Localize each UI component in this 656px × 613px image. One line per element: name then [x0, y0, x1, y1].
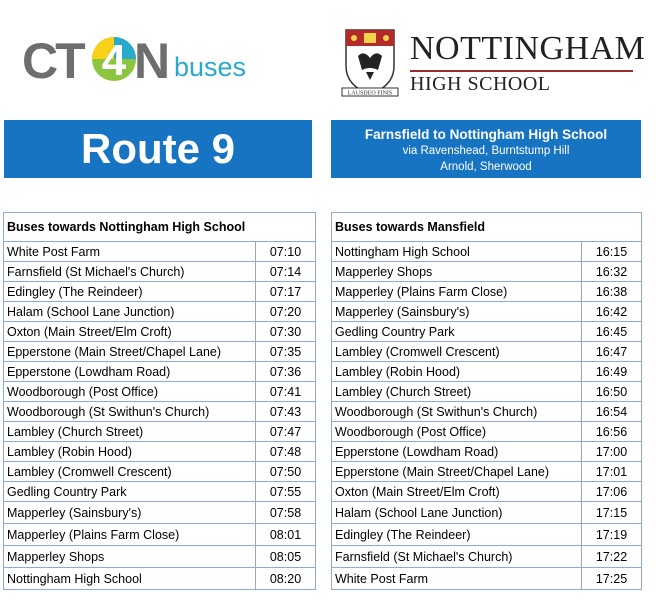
stop-name: Lambley (Church Street) — [4, 422, 256, 442]
stop-name: Mapperley (Plains Farm Close) — [332, 282, 582, 302]
departure-time: 07:36 — [256, 362, 316, 382]
departure-time: 08:20 — [256, 568, 316, 590]
table-row — [4, 462, 316, 482]
departure-time: 07:50 — [256, 462, 316, 482]
table-row — [332, 302, 642, 322]
school-subtitle: HIGH SCHOOL — [410, 73, 551, 95]
stop-name: Oxton (Main Street/Elm Croft) — [4, 322, 256, 342]
table-row — [4, 568, 316, 590]
timetable-towards-mansfield — [331, 212, 642, 590]
stop-name: Mapperley (Plains Farm Close) — [4, 524, 256, 546]
stop-name: Epperstone (Main Street/Chapel Lane) — [332, 462, 582, 482]
route-via-line-1: via Ravenshead, Burntstump Hill — [402, 145, 570, 157]
stop-name: Woodborough (St Swithun's Church) — [332, 402, 582, 422]
departure-time: 16:38 — [582, 282, 642, 302]
logo-buses-text: buses — [174, 52, 247, 82]
stop-name: Nottingham High School — [332, 242, 582, 262]
stop-name: Lambley (Church Street) — [332, 382, 582, 402]
table-row — [4, 502, 316, 524]
logo-n-text: N — [134, 33, 171, 89]
departure-time: 16:45 — [582, 322, 642, 342]
timetable-header-row — [4, 213, 316, 242]
departure-time: 07:17 — [256, 282, 316, 302]
stop-name: Gedling Country Park — [4, 482, 256, 502]
departure-time: 16:47 — [582, 342, 642, 362]
table-row — [4, 322, 316, 342]
table-row — [332, 502, 642, 524]
table-row — [4, 524, 316, 546]
route-description: Farnsfield to Nottingham High School — [364, 127, 608, 142]
school-crest-icon — [340, 26, 400, 98]
stop-name: Farnsfield (St Michael's Church) — [4, 262, 256, 282]
departure-time: 07:35 — [256, 342, 316, 362]
table-row — [332, 462, 642, 482]
stop-name: Gedling Country Park — [332, 322, 582, 342]
table-row — [332, 422, 642, 442]
table-row — [4, 482, 316, 502]
departure-time: 16:32 — [582, 262, 642, 282]
departure-time: 07:41 — [256, 382, 316, 402]
stop-name: Nottingham High School — [4, 568, 256, 590]
stop-name: Halam (School Lane Junction) — [4, 302, 256, 322]
school-logo-divider — [410, 70, 633, 72]
departure-time: 08:01 — [256, 524, 316, 546]
school-name: NOTTINGHAM — [410, 30, 646, 67]
table-row — [4, 546, 316, 568]
table-row — [4, 262, 316, 282]
logo-ct-text: CT — [22, 33, 83, 89]
table-row — [332, 402, 642, 422]
departure-time: 07:58 — [256, 502, 316, 524]
table-row — [332, 282, 642, 302]
route-title-banner — [4, 120, 312, 178]
departure-time: 17:00 — [582, 442, 642, 462]
table-row — [4, 302, 316, 322]
table-row — [4, 382, 316, 402]
ct4n-buses-logo — [22, 28, 262, 98]
stop-name: Edingley (The Reindeer) — [4, 282, 256, 302]
route-description-banner — [331, 120, 641, 178]
departure-time: 16:42 — [582, 302, 642, 322]
table-row — [332, 482, 642, 502]
stop-name: White Post Farm — [332, 568, 582, 590]
timetable-header-row — [332, 213, 642, 242]
table-row — [332, 442, 642, 462]
stop-name: Mapperley (Sainsbury's) — [332, 302, 582, 322]
stop-name: Mapperley (Sainsbury's) — [4, 502, 256, 524]
stop-name: Mapperley Shops — [332, 262, 582, 282]
route-title: Route 9 — [80, 125, 235, 172]
timetable-towards-school — [3, 212, 316, 590]
departure-time: 17:15 — [582, 502, 642, 524]
departure-time: 07:30 — [256, 322, 316, 342]
departure-time: 07:47 — [256, 422, 316, 442]
departure-time: 07:55 — [256, 482, 316, 502]
table-row — [4, 422, 316, 442]
departure-time: 07:43 — [256, 402, 316, 422]
departure-time: 17:01 — [582, 462, 642, 482]
table-row — [4, 362, 316, 382]
departure-time: 16:54 — [582, 402, 642, 422]
departure-time: 17:06 — [582, 482, 642, 502]
stop-name: Woodborough (Post Office) — [332, 422, 582, 442]
departure-time: 08:05 — [256, 546, 316, 568]
stop-name: Lambley (Robin Hood) — [332, 362, 582, 382]
table-row — [332, 242, 642, 262]
table-row — [4, 342, 316, 362]
stop-name: Halam (School Lane Junction) — [332, 502, 582, 524]
departure-time: 16:50 — [582, 382, 642, 402]
stop-name: Mapperley Shops — [4, 546, 256, 568]
timetable-header: Buses towards Nottingham High School — [4, 213, 316, 242]
table-row — [332, 524, 642, 546]
table-row — [332, 342, 642, 362]
departure-time: 16:15 — [582, 242, 642, 262]
departure-time: 17:22 — [582, 546, 642, 568]
stop-name: Edingley (The Reindeer) — [332, 524, 582, 546]
stop-name: Lambley (Cromwell Crescent) — [332, 342, 582, 362]
table-row — [4, 402, 316, 422]
logo-four-mark — [90, 28, 138, 90]
school-motto-text: LAUSDEO FINIS — [347, 90, 393, 97]
stop-name: Oxton (Main Street/Elm Croft) — [332, 482, 582, 502]
departure-time: 16:56 — [582, 422, 642, 442]
departure-time: 07:10 — [256, 242, 316, 262]
departure-time: 07:14 — [256, 262, 316, 282]
stop-name: Lambley (Cromwell Crescent) — [4, 462, 256, 482]
stop-name: Woodborough (St Swithun's Church) — [4, 402, 256, 422]
stop-name: White Post Farm — [4, 242, 256, 262]
table-row — [4, 442, 316, 462]
stop-name: Woodborough (Post Office) — [4, 382, 256, 402]
stop-name: Epperstone (Main Street/Chapel Lane) — [4, 342, 256, 362]
departure-time: 17:19 — [582, 524, 642, 546]
table-row — [4, 282, 316, 302]
stop-name: Farnsfield (St Michael's Church) — [332, 546, 582, 568]
table-row — [332, 322, 642, 342]
stop-name: Lambley (Robin Hood) — [4, 442, 256, 462]
table-row — [4, 242, 316, 262]
stop-name: Epperstone (Lowdham Road) — [332, 442, 582, 462]
departure-time: 07:20 — [256, 302, 316, 322]
table-row — [332, 262, 642, 282]
table-row — [332, 568, 642, 590]
departure-time: 16:49 — [582, 362, 642, 382]
departure-time: 17:25 — [582, 568, 642, 590]
stop-name: Epperstone (Lowdham Road) — [4, 362, 256, 382]
logo-four-text: 4 — [101, 36, 127, 85]
table-row — [332, 382, 642, 402]
route-via-line-2: Arnold, Sherwood — [440, 161, 532, 173]
timetable-header: Buses towards Mansfield — [332, 213, 642, 242]
table-row — [332, 546, 642, 568]
departure-time: 07:48 — [256, 442, 316, 462]
table-row — [332, 362, 642, 382]
